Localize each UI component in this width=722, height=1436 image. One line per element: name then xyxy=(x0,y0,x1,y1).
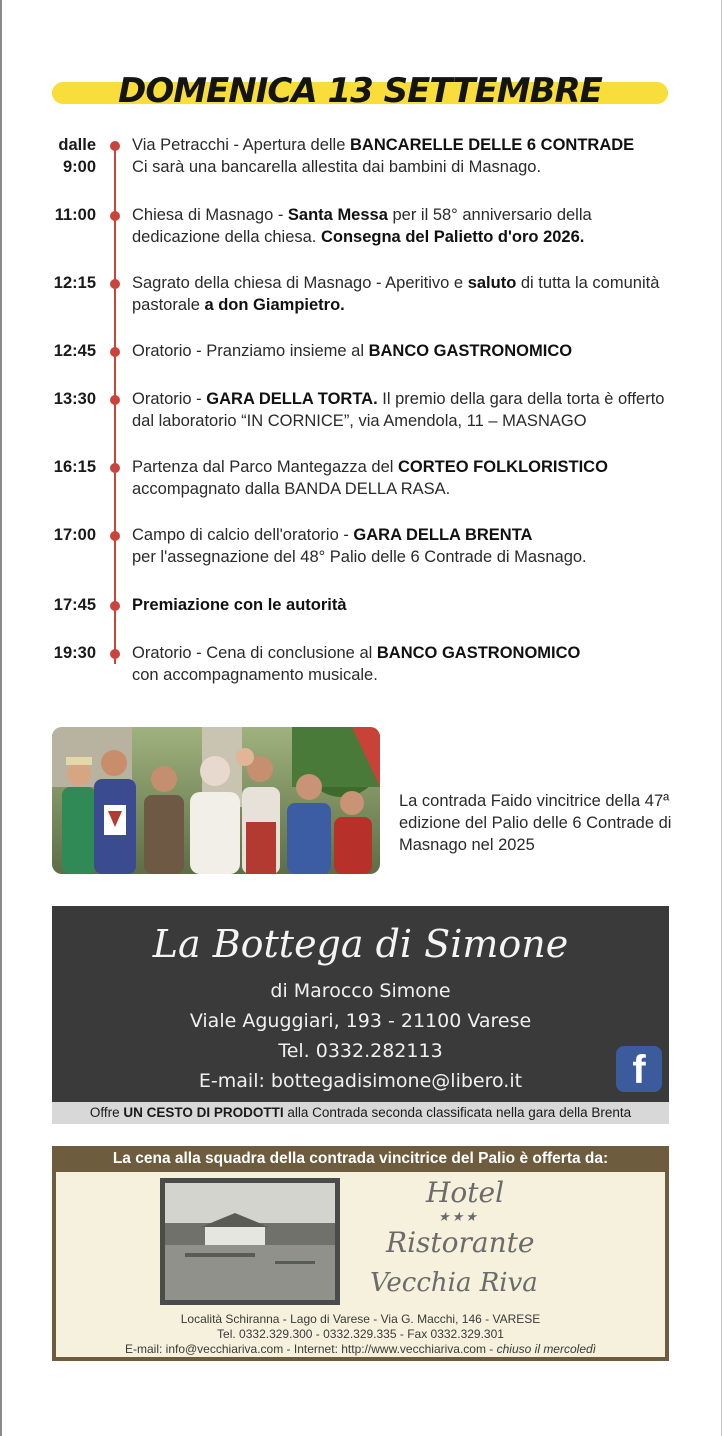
event-time: 16:15 xyxy=(53,458,96,476)
bottega-address: Viale Aguggiari, 193 - 21100 Varese xyxy=(189,1010,532,1032)
timeline-dot xyxy=(110,601,120,611)
riva-phones: Tel. 0332.329.300 - 0332.329.335 - Fax 0332.329.301 xyxy=(217,1327,504,1341)
timeline-dot xyxy=(110,141,120,151)
event-description: Partenza dal Parco Mantegazza del CORTEO FOLKLORISTICO accompagnato dalla BANDA DELLA RASA. xyxy=(132,458,608,498)
vecchia-riva-advertisement xyxy=(52,1146,669,1361)
offer-prefix: Offre xyxy=(89,1105,124,1120)
offer-highlight: UN CESTO DI PRODOTTI xyxy=(123,1105,284,1120)
page-edge-left xyxy=(0,0,2,1436)
timeline-dot xyxy=(110,531,120,541)
timeline-dot xyxy=(110,395,120,405)
event-time: 12:45 xyxy=(53,342,96,360)
winners-photo xyxy=(52,727,380,874)
hand-ristorante: Ristorante xyxy=(386,1226,535,1259)
timeline-dot xyxy=(110,347,120,357)
riva-web-text[interactable]: E-mail: info@vecchiariva.com - Internet: http://www.vecchiariva.com - xyxy=(124,1342,497,1356)
event-description: Oratorio - GARA DELLA TORTA. Il premio della gara della torta è offerto dal laboratorio “IN CORNICE”, via Amendola, 11 – MASNAGO xyxy=(132,390,665,430)
event-time: 11:00 xyxy=(54,206,96,224)
riva-web xyxy=(56,1342,665,1357)
bottega-offer-strip xyxy=(52,1102,669,1124)
day-header xyxy=(52,70,668,114)
event-description: Via Petracchi - Apertura delle BANCARELLE DELLE 6 CONTRADE Ci sarà una bancarella allestita dai bambini di Masnago. xyxy=(132,136,635,176)
timeline-dot xyxy=(110,649,120,659)
hotel-vintage-photo xyxy=(160,1178,340,1305)
bottega-owner: di Marocco Simone xyxy=(270,980,451,1002)
event-description: Chiesa di Masnago - Santa Messa per il 58° anniversario della dedicazione della chiesa. Consegna del Palietto d'oro 2026. xyxy=(132,206,592,246)
event-time: 13:30 xyxy=(53,390,96,408)
photo-caption: La contrada Faido vincitrice della 47ª edizione del Palio delle 6 Contrade di Masnago nel 2025 xyxy=(399,792,672,854)
event-time: 12:15 xyxy=(53,274,96,292)
event-time: 19:30 xyxy=(53,644,96,662)
facebook-icon[interactable]: f xyxy=(616,1046,662,1092)
timeline-dot xyxy=(110,211,120,221)
page-title: DOMENICA 13 SETTEMBRE xyxy=(118,71,602,111)
bottega-advertisement xyxy=(52,906,669,1102)
event-time: dalle 9:00 xyxy=(58,136,96,176)
event-description: Sagrato della chiesa di Masnago - Aperitivo e saluto di tutta la comunità pastorale a don Giampietro. xyxy=(132,274,660,314)
riva-address: Località Schiranna - Lago di Varese - Via G. Macchi, 146 - VARESE xyxy=(180,1312,541,1326)
event-description: Oratorio - Pranziamo insieme al BANCO GASTRONOMICO xyxy=(132,342,573,360)
bottega-phone: Tel. 0332.282113 xyxy=(278,1040,443,1062)
riva-header: La cena alla squadra della contrada vincitrice del Palio è offerta da: xyxy=(112,1150,609,1167)
riva-closed: chiuso il mercoledì xyxy=(496,1342,596,1356)
bottega-title: La Bottega di Simone xyxy=(152,922,569,966)
event-description: Oratorio - Cena di conclusione al BANCO GASTRONOMICO con accompagnamento musicale. xyxy=(132,644,581,684)
offer-suffix: alla Contrada seconda classificata nella gara della Brenta xyxy=(283,1105,632,1120)
program-timeline xyxy=(40,134,680,694)
riva-handwritten-logo xyxy=(356,1176,556,1306)
hand-hotel: Hotel xyxy=(426,1176,505,1209)
timeline-dot xyxy=(110,279,120,289)
event-description: Premiazione con le autorità xyxy=(132,596,347,614)
bottega-email[interactable]: E-mail: bottegadisimone@libero.it xyxy=(198,1070,523,1092)
riva-inner-panel xyxy=(56,1172,665,1357)
event-time: 17:00 xyxy=(53,526,96,544)
hand-vecchia-riva: Vecchia Riva xyxy=(370,1268,538,1298)
timeline-dot xyxy=(110,463,120,473)
hand-stars: ★★★ xyxy=(438,1210,479,1225)
event-time: 17:45 xyxy=(53,596,96,614)
event-description: Campo di calcio dell'oratorio - GARA DELLA BRENTA per l'assegnazione del 48° Palio delle 6 Contrade di Masnago. xyxy=(132,526,587,566)
